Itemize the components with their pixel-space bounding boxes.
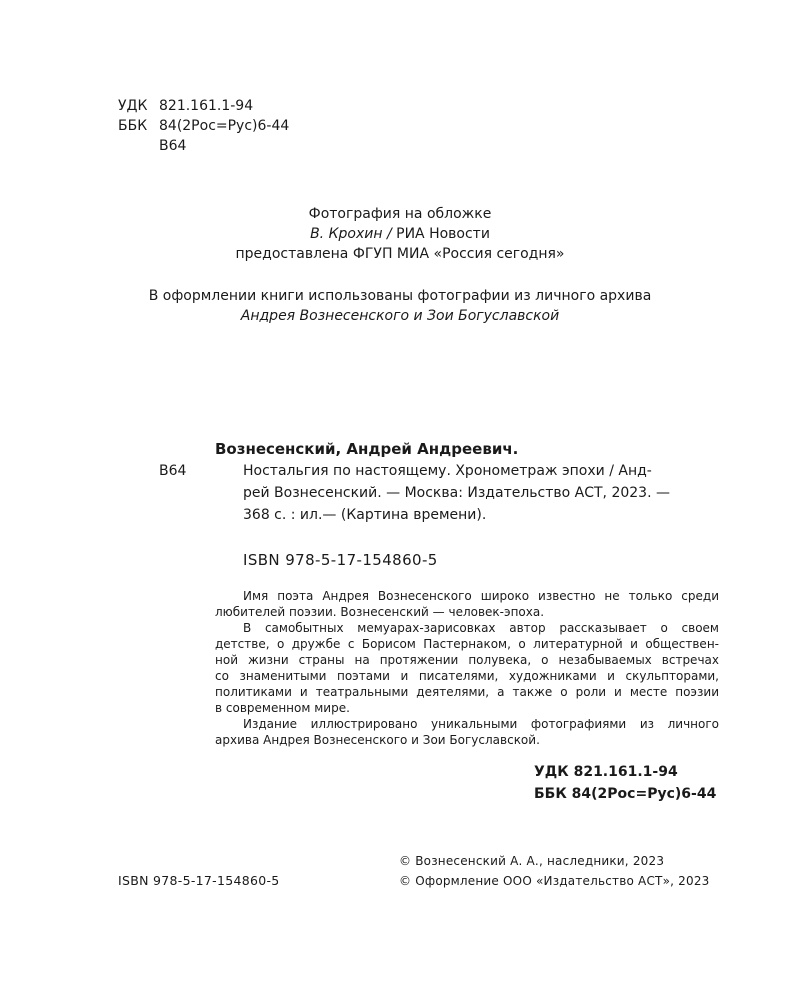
copyright-block (399, 851, 710, 891)
annotation-line: любителей поэзии. Вознесенский — человек-эпоха. (215, 605, 545, 619)
annotation-line: детстве, о дружбе с Борисом Пастернаком, о литературной и обществен- (215, 637, 719, 651)
udk-row (118, 96, 289, 116)
annotation-line: Имя поэта Андрея Вознесенского широко известно не только среди (243, 589, 719, 603)
bbk-value: 84(2Рос=Рус)6-44 (159, 118, 290, 134)
udk-bold: УДК 821.161.1-94 (534, 764, 678, 780)
author-mark-row (118, 136, 289, 156)
classification-codes (118, 96, 289, 156)
bbk-row (118, 116, 289, 136)
copyright-author: © Вознесенский А. А., наследники, 2023 (399, 854, 665, 868)
archive-note (0, 286, 800, 326)
photo-credit (0, 204, 800, 264)
photo-credit-line1: Фотография на обложке (308, 206, 492, 222)
udk-value: 821.161.1-94 (159, 98, 254, 114)
photo-credit-line3: предоставлена ФГУП МИА «Россия сегодня» (235, 246, 565, 262)
author-mark-label (118, 136, 159, 156)
archive-note-line2: Андрея Вознесенского и Зои Богуславской (240, 308, 560, 324)
bbk-label: ББК (118, 118, 148, 134)
annotation-line: Издание иллюстрировано уникальными фотографиями из личного (243, 717, 719, 731)
annotation (215, 588, 719, 748)
annotation-line: архива Андрея Вознесенского и Зои Богуславской. (215, 733, 540, 747)
annotation-line: со знаменитыми поэтами и писателями, художниками и скульпторами, (215, 669, 719, 683)
annotation-line: политиками и театральными деятелями, а также о роли и месте поэзии (215, 685, 719, 699)
catalog-author-mark: В64 (159, 463, 187, 479)
annotation-line: ной жизни страны на протяжении полувека, о незабываемых встречах (215, 653, 719, 667)
photo-agency: РИА Новости (391, 226, 490, 242)
annotation-line: в современном мире. (215, 701, 350, 715)
catalog-author: Вознесенский, Андрей Андреевич. (215, 440, 519, 458)
bib-line: Ностальгия по настоящему. Хронометраж эпохи / Анд- (243, 463, 652, 479)
copyright-design: © Оформление ООО «Издательство АСТ», 2023 (399, 874, 710, 888)
bib-line: рей Вознесенский. — Москва: Издательство АСТ, 2023. — (243, 485, 670, 501)
annotation-line: В самобытных мемуарах-зарисовках автор рассказывает о своем (243, 621, 719, 635)
bib-line: 368 с. : ил.— (Картина времени). (243, 507, 487, 523)
bbk-bold: ББК 84(2Рос=Рус)6-44 (534, 786, 717, 802)
author-mark-value: В64 (159, 138, 187, 154)
photographer-name: В. Крохин / (310, 226, 392, 242)
catalog-isbn: ISBN 978-5-17-154860-5 (243, 551, 438, 569)
udk-label: УДК (118, 98, 148, 114)
archive-note-line1: В оформлении книги использованы фотографии из личного архива (148, 288, 652, 304)
photo-credit-line2 (0, 224, 800, 244)
footer-isbn: ISBN 978-5-17-154860-5 (118, 873, 280, 888)
bibliographic-description (243, 460, 721, 526)
classification-bold (534, 761, 716, 805)
